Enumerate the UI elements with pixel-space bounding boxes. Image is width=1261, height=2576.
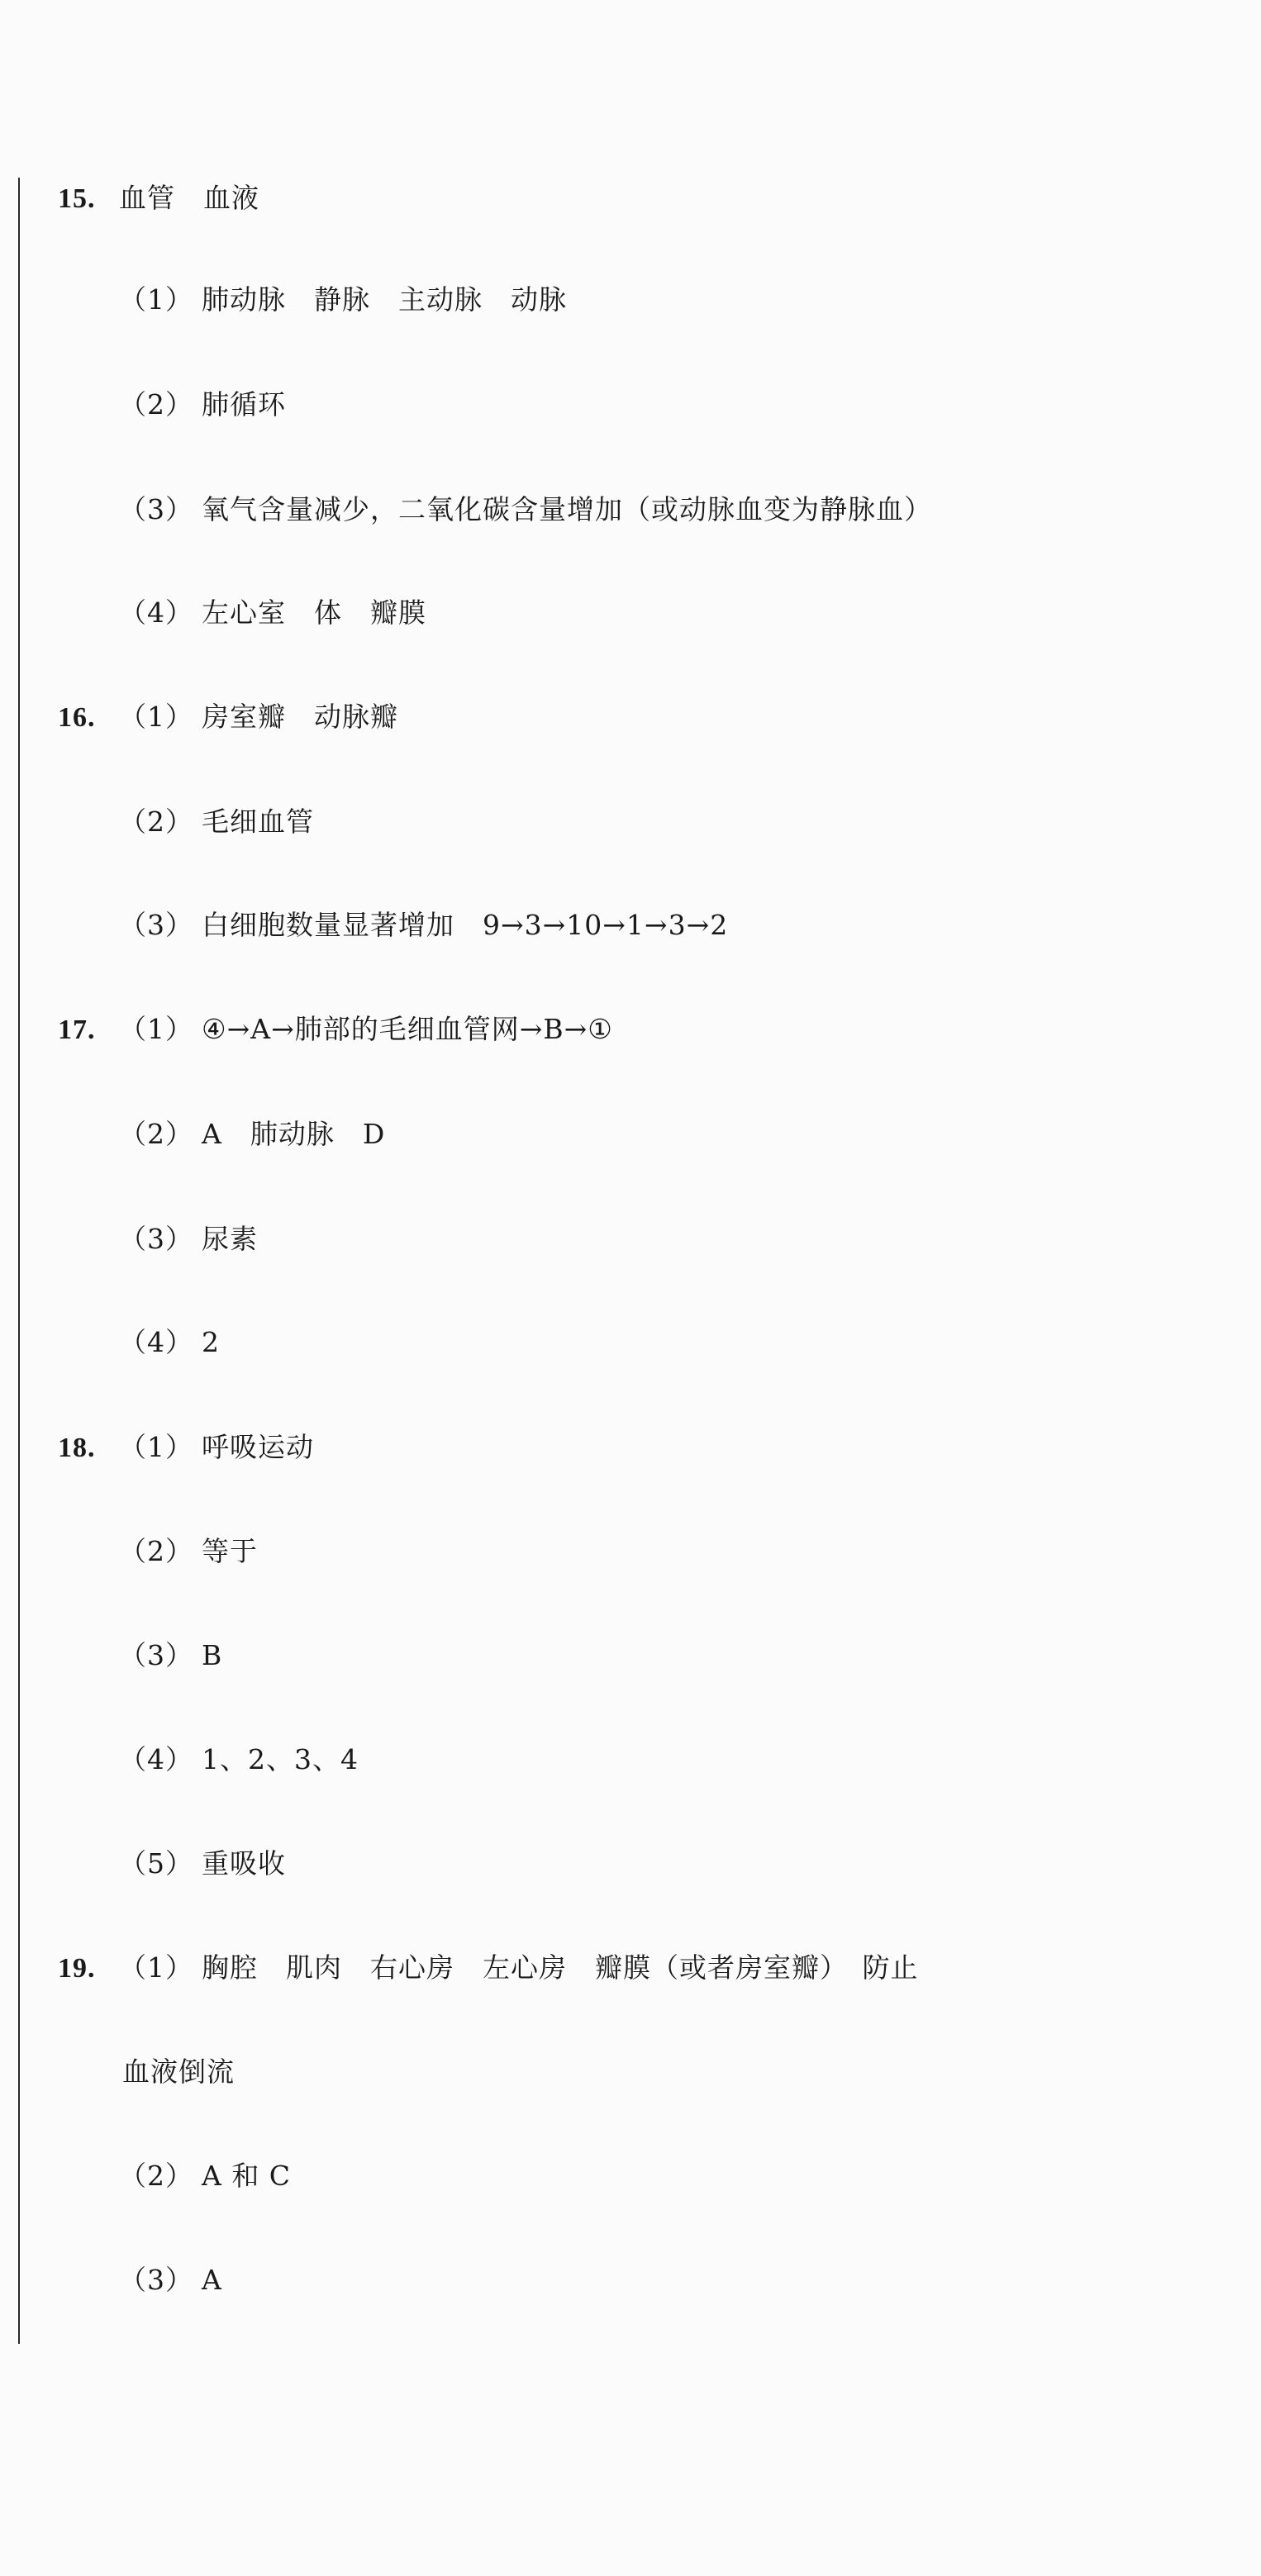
answer-text: 白细胞数量显著增加 9→3→10→1→3→2 (202, 909, 729, 941)
answer-18-3 (119, 1639, 222, 1672)
sub-label: （3） (119, 2264, 193, 2296)
answer-18-5 (119, 1847, 286, 1880)
answer-text: 血液倒流 (122, 2056, 235, 2088)
answer-text: 1、2、3、4 (202, 1743, 359, 1775)
sub-label: （1） (119, 1951, 193, 1984)
answer-18-1 (58, 1431, 314, 1465)
answer-19-3 (119, 2264, 222, 2297)
answer-text: 血管 血液 (119, 182, 259, 214)
answer-18-2 (119, 1535, 258, 1568)
question-number: 15. (58, 183, 96, 214)
answer-text: 胸腔 肌肉 右心房 左心房 瓣膜（或者房室瓣） 防止 (202, 1951, 919, 1984)
sub-label: （1） (119, 283, 193, 316)
answer-17-2 (119, 1118, 385, 1151)
answer-text: B (202, 1639, 223, 1671)
sub-label: （1） (119, 1431, 193, 1463)
question-number: 19. (58, 1953, 96, 1984)
answer-19-1 (58, 1951, 919, 1985)
margin-rule (18, 178, 20, 2344)
answer-15-4 (119, 596, 426, 630)
answer-text: 尿素 (202, 1223, 258, 1255)
sub-label: （2） (119, 2160, 193, 2192)
answer-text: 等于 (202, 1535, 258, 1567)
sub-label: （1） (119, 1013, 193, 1045)
answer-15-2 (119, 388, 286, 421)
sub-label: （3） (119, 1639, 193, 1671)
question-number: 17. (58, 1015, 96, 1045)
question-number: 18. (58, 1433, 96, 1463)
answer-text: 氧气含量减少，二氧化碳含量增加（或动脉血变为静脉血） (202, 493, 932, 525)
answer-text: 毛细血管 (202, 806, 314, 838)
answer-text: 2 (202, 1326, 220, 1358)
sub-label: （2） (119, 1535, 193, 1567)
sub-label: （3） (119, 909, 193, 941)
sub-label: （3） (119, 1223, 193, 1255)
answer-text: 肺循环 (202, 388, 286, 421)
answer-text: 肺动脉 静脉 主动脉 动脉 (202, 283, 567, 316)
sub-label: （2） (119, 806, 193, 838)
answer-15-head (58, 182, 259, 216)
sub-label: （4） (119, 596, 193, 629)
answer-text: 重吸收 (202, 1847, 286, 1880)
sub-label: （2） (119, 388, 193, 421)
answer-17-4 (119, 1326, 220, 1359)
sub-label: （2） (119, 1118, 193, 1150)
answer-16-1 (58, 701, 398, 734)
sub-label: （5） (119, 1847, 193, 1880)
answer-19-2 (119, 2160, 291, 2193)
sub-label: （3） (119, 493, 193, 525)
answer-text: A (202, 2264, 222, 2296)
answer-16-3 (119, 909, 728, 942)
answer-text: 呼吸运动 (202, 1431, 314, 1463)
answer-17-3 (119, 1223, 258, 1256)
answer-15-1 (119, 283, 567, 316)
answer-text: 左心室 体 瓣膜 (202, 596, 426, 629)
sub-label: （1） (119, 701, 193, 733)
answer-text: 房室瓣 动脉瓣 (202, 701, 398, 733)
answer-18-4 (119, 1743, 359, 1776)
question-number: 16. (58, 702, 96, 733)
sub-label: （4） (119, 1743, 193, 1775)
answer-15-3 (119, 493, 932, 526)
answer-17-1 (58, 1013, 613, 1047)
answer-19-1-continued (122, 2056, 235, 2089)
answer-16-2 (119, 806, 314, 839)
sub-label: （4） (119, 1326, 193, 1358)
answer-text: A 肺动脉 D (202, 1118, 386, 1150)
answer-text: ④→A→肺部的毛细血管网→B→① (202, 1013, 613, 1045)
answer-text: A 和 C (202, 2160, 292, 2192)
